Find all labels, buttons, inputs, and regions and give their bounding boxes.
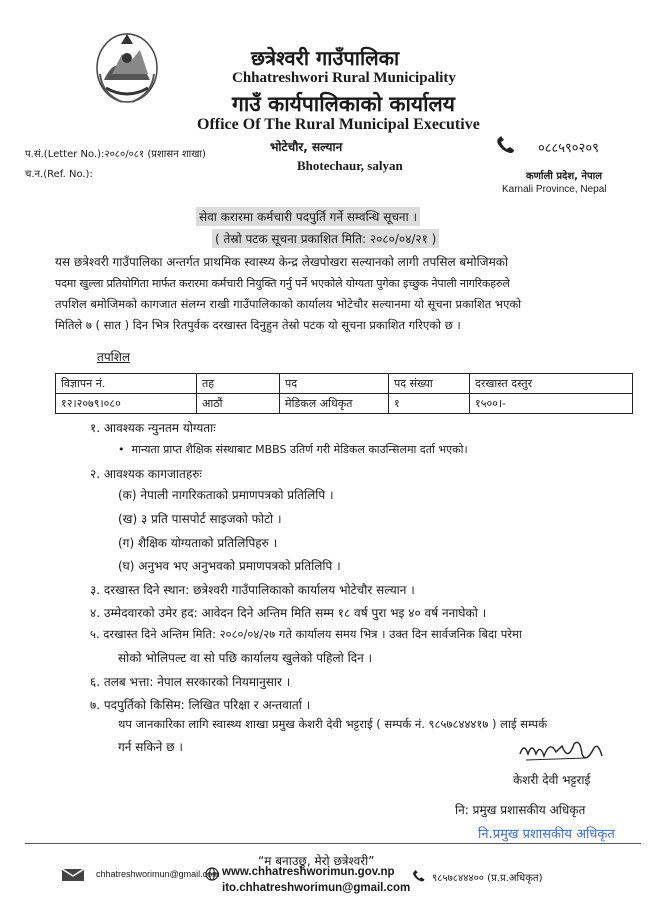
office-name-ne: गाउँ कार्यपालिकाको कार्यालय [232, 92, 455, 116]
requirement-4: ४. उम्मेदवारको उमेर हद: आवेदन दिने अन्तिम मिति सम्म १८ वर्ष पुरा भइ ४० वर्ष ननाघेको । [90, 606, 487, 620]
signatory-name: केशरी देवी भट्टराई [513, 773, 591, 787]
table-header-cell: पद [280, 374, 389, 394]
contact-line-1: थप जानकारिका लागि स्वास्थ्य शाखा प्रमुख केशरी देवी भट्टराई ( सम्पर्क नं. ९८५७८४४४१७ ) लाई सम्पर्क [118, 717, 548, 731]
requirement-5-line-1: ५. दरखास्त दिने अन्तिम मिति: २०८०/०४/२७ गते कार्यालय समय भित्र । उक्त दिन सार्वजनिक बिदा परेमा [90, 627, 522, 641]
notice-paragraph-line-1: यस छत्रेश्वरी गाउँपालिका अन्तर्गत प्राथमिक स्वास्थ्य केन्द्र लेखपोखरा सल्यानको लागी तपसिल बमोजिमको [55, 255, 509, 269]
table-row [56, 394, 633, 414]
ref-no: च.न.(Ref. No.): [25, 169, 93, 180]
tapasil-heading: तपशिल [97, 350, 131, 364]
table-header-cell: पद संख्या [389, 374, 470, 394]
table-cell: आठौं [197, 394, 280, 414]
footer-slogan: “म बनाउछु, मेरो छत्रेश्वरी” [258, 854, 375, 868]
province-en: Karnali Province, Nepal [502, 184, 607, 195]
official-stamp-text: नि.प्रमुख प्रशासकीय अधिकृत [478, 827, 615, 842]
gmail-icon [62, 869, 84, 881]
nepal-emblem-icon [92, 28, 162, 106]
document-item: (क) नेपाली नागरिकताको प्रमाणपत्रको प्रतिलिपि । [118, 488, 334, 502]
footer-website[interactable]: www.chhatreshworimun.gov.np [222, 866, 395, 878]
footer-divider [25, 843, 641, 844]
requirement-1-text: मान्यता प्राप्त शैक्षिक संस्थाबाट MBBS उतिर्ण गरी मेडिकल काउन्सिलमा दर्ता भएको। [131, 443, 468, 456]
requirement-1-title: १. आवश्यक न्युनतम योग्यताः [90, 421, 216, 435]
table-cell: १२।२०७९।०८० [56, 394, 197, 414]
municipality-name-en: Chhatreshwori Rural Municipality [232, 70, 456, 86]
footer-email[interactable]: chhatreshworimun@gmail.com [96, 869, 220, 879]
bullet-icon: • [118, 443, 132, 456]
place-en: Bhotechaur, salyan [297, 158, 403, 173]
signature-icon [516, 734, 606, 768]
notice-paragraph-line-4: मितिले ७ ( सात ) दिन भित्र रितपुर्वक दरखास्त दिनुहुन तेस्रो पटक यो सूचना प्रकाशित गरिएको छ । [55, 318, 461, 332]
office-phone: ०८८५९०२०९ [538, 141, 599, 156]
table-header-cell: विज्ञापन नं. [56, 374, 197, 394]
requirement-3: ३. दरखास्त दिने स्थान: छत्रेश्वरी गाउँपालिकाको कार्यालय भोटेचौर सल्यान । [90, 583, 415, 597]
requirement-2-title: २. आवश्यक कागजातहरुः [90, 467, 202, 481]
requirement-6: ६. तलब भत्ता: नेपाल सरकारको नियमानुसार । [90, 675, 291, 689]
notice-paragraph-line-3: तपशिल बमोजिमको कागजात संलग्न राखी गाउँपालिकाको कार्यालय भोटेचौर सल्यानमा यो सूचना प्रकाशित भएको [55, 297, 522, 311]
table-cell: १५००।- [470, 394, 633, 414]
place-ne: भोटेचौर, सल्यान [270, 140, 343, 154]
letter-no: प.सं.(Letter No.):२०८०/०८१ (प्रशासन शाखा) [25, 149, 206, 160]
requirement-1-bullet [118, 442, 468, 457]
globe-icon [205, 867, 219, 881]
province-ne: कर्णाली प्रदेश, नेपाल [526, 171, 603, 182]
footer-phone: ९८५७८४४४०० (प्र.प्र.अधिकृत) [432, 873, 543, 884]
municipality-name-ne: छत्रेश्वरी गाउँपालिका [251, 46, 400, 70]
phone-icon [412, 870, 426, 882]
contact-line-2: गर्न सकिने छ । [118, 740, 183, 754]
document-item: (घ) अनुभव भए अनुभवको प्रमाणपत्रको प्रतिलिपि । [118, 559, 341, 573]
notice-paragraph-line-2: पदमा खुल्ला प्रतियोगिता मार्फत करारमा कर्मचारी नियुक्ति गर्नु पर्ने भएकोले योग्यता पुगेका इच्छुक नेपाली नागरिकहरुले [55, 277, 510, 290]
requirement-5-line-2: सोको भोलिपल्ट वा सो पछि कार्यालय खुलेको पहिलो दिन । [118, 651, 373, 665]
table-header-row [56, 374, 633, 394]
vacancy-table [55, 373, 633, 414]
requirement-7: ७. पदपुर्तिको किसिम: लिखित परिक्षा र अन्तवार्ता । [90, 698, 311, 712]
table-cell: १ [389, 394, 470, 414]
table-header-cell: तह [197, 374, 280, 394]
notice-subtitle: ( तेस्रो पटक सूचना प्रकाशित मिति: २०८०/०४/२१ ) [212, 229, 439, 248]
document-item: (ग) शैक्षिक योग्यताको प्रतिलिपिहरु । [118, 536, 278, 550]
notice-title: सेवा करारमा कर्मचारी पदपुर्ति गर्ने सम्वन्धि सूचना । [196, 207, 420, 226]
table-header-cell: दरखास्त दस्तुर [470, 374, 633, 394]
table-cell: मेडिकल अधिकृत [280, 394, 389, 414]
signatory-designation: नि: प्रमुख प्रशासकीय अधिकृत [455, 803, 586, 817]
footer-email-2[interactable]: ito.chhatreshworimun@gmail.com [222, 882, 411, 894]
office-name-en: Office Of The Rural Municipal Executive [197, 116, 480, 133]
document-item: (ख) ३ प्रति पासपोर्ट साइजको फोटो । [118, 512, 282, 526]
phone-icon [496, 136, 516, 154]
